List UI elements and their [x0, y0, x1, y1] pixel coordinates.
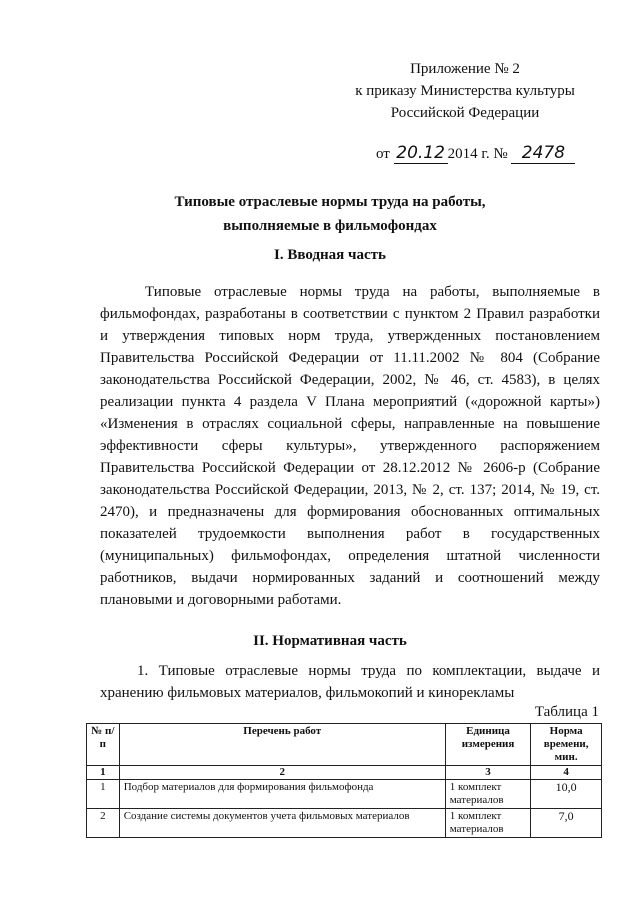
appendix-number: Приложение № 2 — [410, 61, 520, 77]
table-row — [87, 809, 602, 838]
section-2-heading: II. Нормативная часть — [253, 633, 407, 649]
row-norm: 7,0 — [531, 809, 602, 838]
column-number: 1 — [87, 766, 120, 780]
handwritten-order-number: 2478 — [511, 143, 575, 164]
order-prefix: от — [376, 146, 390, 162]
row-norm: 10,0 — [531, 780, 602, 809]
norms-table — [86, 723, 602, 838]
row-unit: 1 комплект материалов — [445, 780, 530, 809]
row-num: 1 — [87, 780, 120, 809]
section-1-text: Типовые отраслевые нормы труда на работы, выполняемые в фильмофондах, разработаны в соответствии с пунктом 2 Правил разработки и утверждения типовых норм труда, утвержденных постановлением Правительства Российской Федерации от 11.11.2002 № 804 (Собрание законодательства Российской Федерации, 2002, № 46, ст. 4583), в целях реализации пункта 4 раздела V Плана мероприятий («дорожной карты») «Изменения в отраслях социальной сферы, направленные на повышение эффективности сферы культуры», утвержденного распоряжением Правительства Российской Федерации от 28.12.2012 № 2606-р (Собрание законодательства Российской Федерации, 2013, № 2, ст. 137; 2014, № 19, ст. 2470), и предназначены для формирования обоснованных оптимальных показателей трудоемкости выполнения работ в государственных (муниципальных) фильмофондах, определения штатной численности работников, выдачи нормированных заданий и соотношений между плановыми и договорными работами. — [100, 284, 600, 608]
row-unit: 1 комплект материалов — [445, 809, 530, 838]
order-year: 2014 г. № — [447, 146, 508, 162]
appendix-block — [330, 58, 600, 124]
column-number: 4 — [531, 766, 602, 780]
row-num: 2 — [87, 809, 120, 838]
row-work: Создание системы документов учета фильмовых материалов — [119, 809, 445, 838]
title-line-1: Типовые отраслевые нормы труда на работы, — [174, 194, 486, 210]
order-date-line — [376, 143, 575, 165]
section-1-heading: I. Вводная часть — [274, 247, 386, 263]
table-label: Таблица 1 — [534, 704, 599, 720]
table-row — [87, 780, 602, 809]
column-number: 2 — [119, 766, 445, 780]
appendix-ministry: Российской Федерации — [390, 105, 540, 121]
title-line-2: выполняемые в фильмофондах — [223, 218, 437, 234]
column-number: 3 — [445, 766, 530, 780]
table-header-row — [87, 724, 602, 766]
column-number-row — [87, 766, 602, 780]
header-norm: Норма времени, мин. — [531, 724, 602, 766]
header-num: № п/п — [87, 724, 120, 766]
appendix-order-ref: к приказу Министерства культуры — [355, 83, 575, 99]
header-unit: Единица измерения — [445, 724, 530, 766]
header-work: Перечень работ — [119, 724, 445, 766]
row-work: Подбор материалов для формирования фильмофонда — [119, 780, 445, 809]
point-1-text: 1. Типовые отраслевые нормы труда по комплектации, выдаче и хранению фильмовых материалов, фильмокопий и кинорекламы — [100, 663, 600, 701]
handwritten-date: 20.12 — [394, 143, 448, 164]
document-title — [60, 190, 600, 238]
